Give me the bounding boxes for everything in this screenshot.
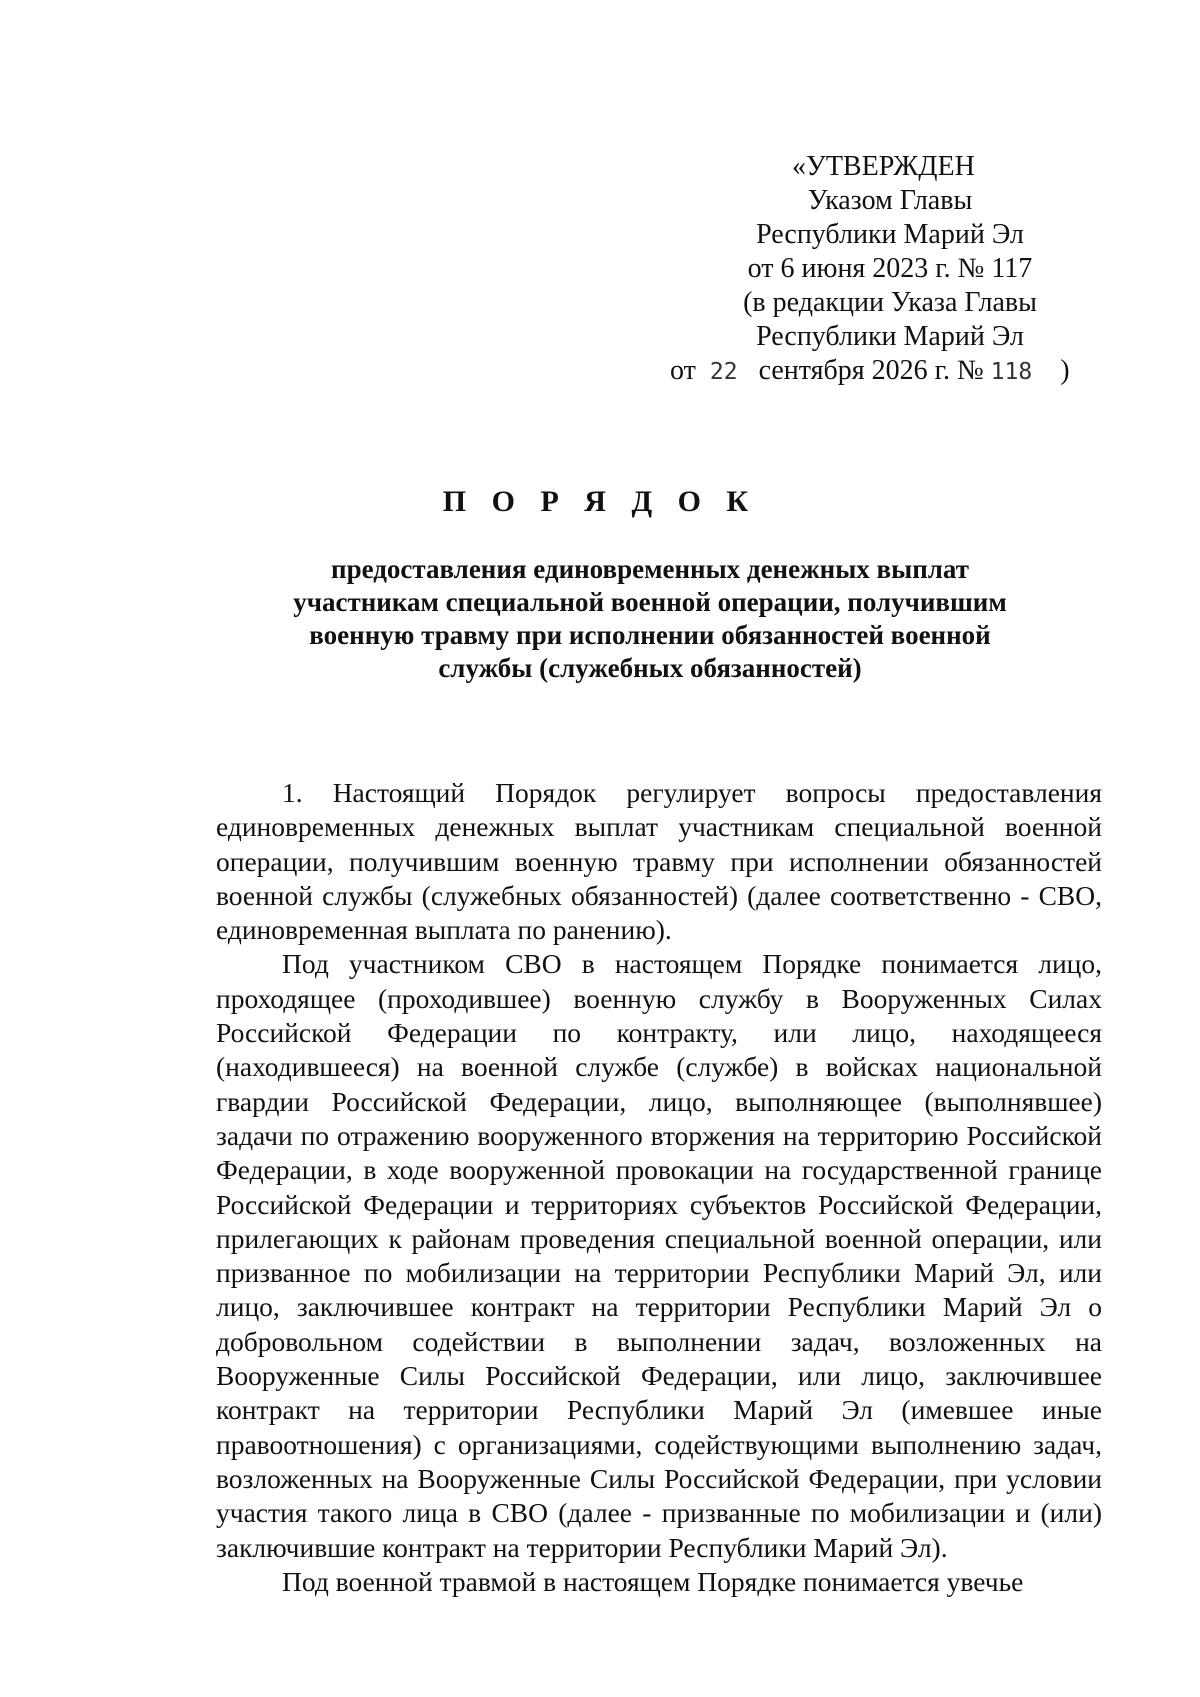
paragraph: Под военной травмой в настоящем Порядке понимается увечье [282,1565,1024,1597]
approval-line: Республики Марий Эл [756,321,1024,352]
approval-date-day: 22 [709,359,738,385]
approval-close-paren: ) [1060,355,1070,386]
approval-date-text: сентября 2026 г. № [758,355,984,386]
subtitle-line: службы (служебных обязанностей) [438,653,862,683]
approval-line: (в редакции Указа Главы [743,287,1037,318]
document-subtitle [250,553,1050,685]
document-body [216,776,1102,1599]
approval-title: «УТВЕРЖДЕН [792,151,975,182]
subtitle-line: военную травму при исполнении обязанностей военной [309,620,991,650]
document-heading: П О Р Я Д О К [442,485,758,518]
approval-date-line [670,354,1110,389]
subtitle-line: участникам специальной военной операции, получившим [293,587,1007,617]
approval-line: от 6 июня 2023 г. № 117 [747,253,1033,284]
subtitle-line: предоставления единовременных денежных выплат [331,554,969,584]
approval-number: 118 [990,359,1033,385]
approval-line: Указом Главы [807,185,973,216]
paragraph: Под участником СВО в настоящем Порядке понимается лицо, проходящее (проходившее) военную службу в Вооруженных Силах Российской Федерации по контракту, или лицо, находящееся (находившееся) на военной службе (службе) в войсках национальной гвардии Российской Федерации, лицо, выполняющее (выполнявшее) задачи по отражению вооруженного вторжения на территорию Российской Федерации, в ходе вооруженной провокации на государственной границе Российской Федерации и территориях субъектов Российской Федерации, прилегающих к районам проведения специальной военной операции, или призванное по мобилизации на территории Республики Марий Эл, или лицо, заключившее контракт на территории Республики Марий Эл о добровольном содействии в выполнении задач, возложенных на Вооруженные Силы Российской Федерации, или лицо, заключившее контракт на территории Республики Марий Эл (имевшее иные правоотношения) с организациями, содействующими выполнению задач, возложенных на Вооруженные Силы Российской Федерации, при условии участия такого лица в СВО (далее - призванные по мобилизации и (или) заключившие контракт на территории Республики Марий Эл). [216,948,1102,1563]
approval-date-prefix: от [670,355,696,386]
approval-stamp [670,150,1110,389]
paragraph: 1. Настоящий Порядок регулирует вопросы предоставления единовременных денежных выплат участникам специальной военной операции, получившим военную травму при исполнении обязанностей военной службы (служебных обязанностей) (далее соответственно - СВО, единовременная выплата по ранению). [216,777,1102,946]
approval-line: Республики Марий Эл [756,219,1024,250]
